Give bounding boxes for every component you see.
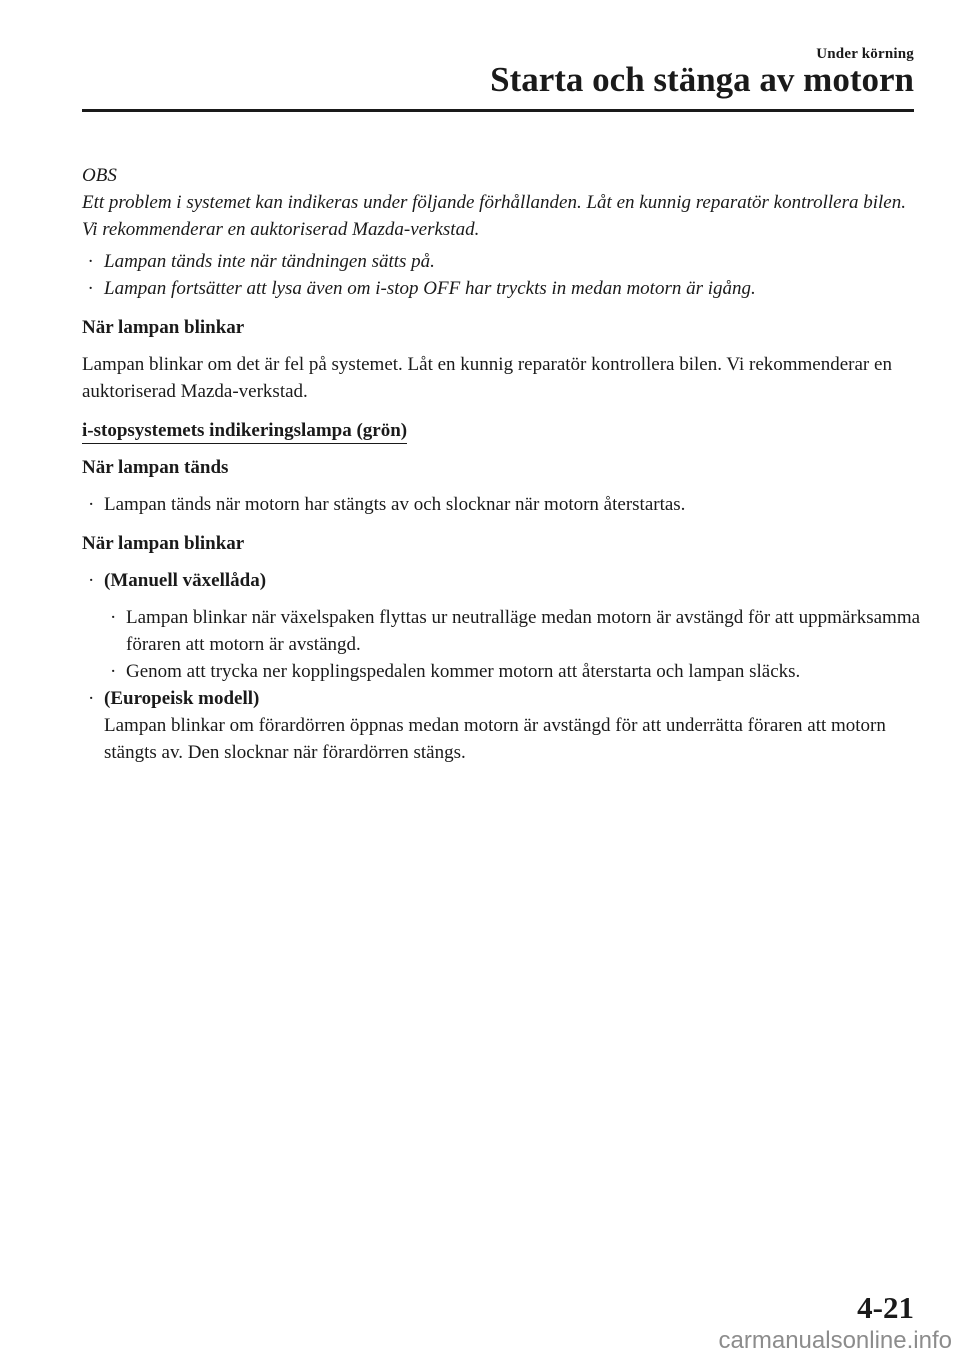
watermark-url: carmanualsonline.info bbox=[718, 1327, 952, 1354]
note-label: OBS bbox=[82, 165, 117, 186]
blink-heading: När lampan blinkar bbox=[82, 317, 245, 338]
note-list bbox=[82, 248, 922, 302]
manual-list-item: · Genom att trycka ner kopplingspedalen kommer motorn att återstarta och lampan släcks. bbox=[82, 658, 922, 685]
page-content bbox=[82, 162, 922, 766]
european-model-label: · (Europeisk modell) bbox=[104, 688, 260, 709]
note-text: Ett problem i systemet kan indikeras under följande förhållanden. Låt en kunnig reparatör kontrollera bilen. Vi rekommenderar en auktoriserad Mazda-verkstad. bbox=[82, 192, 906, 240]
page-number: 4-21 bbox=[857, 1290, 914, 1325]
manual-list-item: · Lampan blinkar när växelspaken flyttas ur neutralläge medan motorn är avstängd för att uppmärksamma föraren att motorn är avstängd. bbox=[82, 604, 922, 658]
subsection-heading-wrap bbox=[82, 417, 922, 444]
european-model-item bbox=[82, 685, 922, 766]
note-block bbox=[82, 162, 922, 302]
manual-transmission-list bbox=[82, 604, 922, 685]
note-list-item: · Lampan fortsätter att lysa även om i-stop OFF har tryckts in medan motorn är igång. bbox=[82, 275, 922, 302]
section-label: Under körning bbox=[816, 46, 914, 62]
european-model-text: Lampan blinkar om förardörren öppnas medan motorn är avstängd för att underrätta föraren att motorn stängts av. Den slocknar när förardörren stängs. bbox=[104, 715, 886, 763]
header-divider bbox=[82, 109, 914, 112]
blink-conditions-list bbox=[82, 567, 922, 766]
lights-heading: När lampan tänds bbox=[82, 457, 229, 478]
blink-paragraph: Lampan blinkar om det är fel på systemet. Låt en kunnig reparatör kontrollera bilen. Vi rekommenderar en auktoriserad Mazda-verkstad. bbox=[82, 354, 892, 402]
page-title: Starta och stänga av motorn bbox=[490, 60, 914, 99]
manual-transmission-item bbox=[82, 567, 922, 594]
note-list-item: · Lampan tänds inte när tändningen sätts på. bbox=[82, 248, 922, 275]
lights-list-item: · Lampan tänds när motorn har stängts av och slocknar när motorn återstartas. bbox=[82, 491, 922, 518]
subsection-heading: i-stopsystemets indikeringslampa (grön) bbox=[82, 419, 407, 444]
istop-blink-heading: När lampan blinkar bbox=[82, 533, 245, 554]
manual-transmission-label: (Manuell växellåda) bbox=[104, 570, 267, 591]
lights-list bbox=[82, 491, 922, 518]
